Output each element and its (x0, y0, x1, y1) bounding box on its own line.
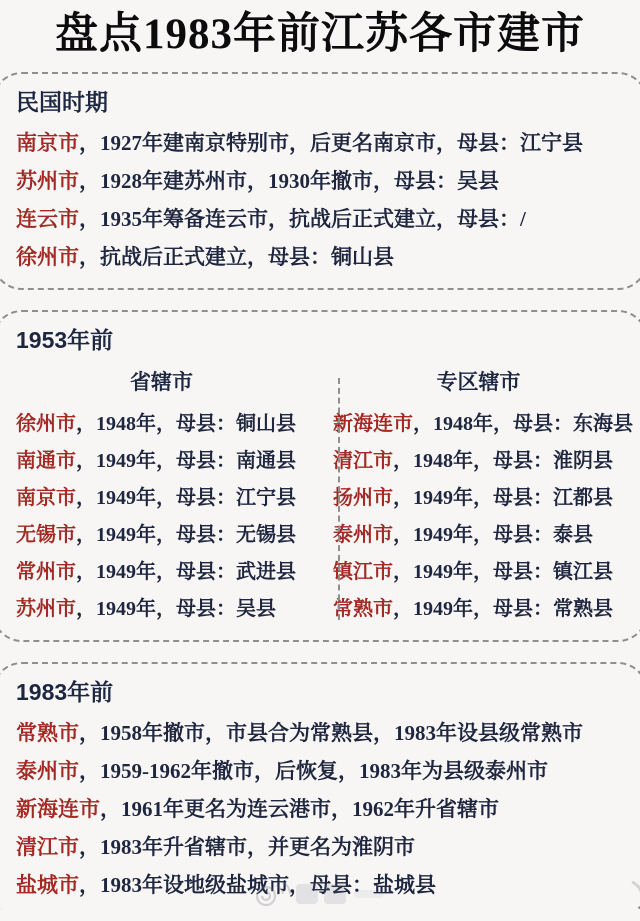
city-name: 常熟市 (16, 721, 79, 745)
city-detail: ，抗战后正式建立，母县：铜山县 (79, 245, 394, 269)
city-detail: ，1949年，母县：江都县 (393, 487, 613, 509)
city-row (16, 752, 624, 790)
city-row (16, 406, 307, 443)
column-title: 省辖市 (130, 371, 193, 394)
section-header-minguo: 民国时期 (16, 89, 108, 115)
city-row (16, 554, 307, 591)
city-name: 南京市 (16, 131, 79, 155)
section-header-1983: 1983年前 (16, 679, 114, 705)
city-detail: ，1983年升省辖市，并更名为淮阴市 (79, 835, 415, 859)
city-detail: ，1948年，母县：铜山县 (76, 413, 296, 435)
city-detail: ，1928年建苏州市，1930年撤市，母县：吴县 (79, 169, 499, 193)
city-name: 苏州市 (16, 598, 76, 620)
city-name: 徐州市 (16, 413, 76, 435)
city-name: 南京市 (16, 487, 76, 509)
city-row (333, 591, 624, 628)
city-row (333, 517, 624, 554)
city-name: 苏州市 (16, 169, 79, 193)
city-row (16, 200, 624, 238)
city-detail: ，1927年建南京特别市，后更名南京市，母县：江宁县 (79, 131, 583, 155)
city-name: 泰州市 (16, 759, 79, 783)
page-title: 盘点1983年前江苏各市建市 (55, 11, 585, 58)
city-detail: ，1983年设地级盐城市，母县：盐城县 (79, 873, 436, 897)
column-divider (338, 378, 340, 620)
city-detail: ，1959-1962年撤市，后恢复，1983年为县级泰州市 (79, 759, 548, 783)
city-detail: ，1961年更名为连云港市，1962年升省辖市 (100, 797, 499, 821)
city-row (16, 238, 624, 276)
city-name: 泰州市 (333, 524, 393, 546)
city-detail: ，1949年，母县：镇江县 (393, 561, 613, 583)
city-name: 盐城市 (16, 873, 79, 897)
city-detail: ，1958年撤市，市县合为常熟县，1983年设县级常熟市 (79, 721, 583, 745)
city-row (16, 162, 624, 200)
city-name: 扬州市 (333, 487, 393, 509)
city-row (333, 554, 624, 591)
city-row (333, 443, 624, 480)
city-detail: ，1949年，母县：吴县 (76, 598, 276, 620)
city-name: 徐州市 (16, 245, 79, 269)
city-name: 无锡市 (16, 524, 76, 546)
city-name: 清江市 (16, 835, 79, 859)
city-row (333, 406, 633, 443)
column-province-cities (16, 362, 307, 628)
city-row (16, 790, 624, 828)
city-detail: ，1949年，母县：泰县 (393, 524, 593, 546)
city-detail: ，1949年，母县：无锡县 (76, 524, 296, 546)
section-before-1983 (0, 662, 640, 918)
city-row (16, 124, 624, 162)
city-detail: ，1949年，母县：常熟县 (393, 598, 613, 620)
section-before-1953 (0, 310, 640, 642)
city-name: 镇江市 (333, 561, 393, 583)
city-row (16, 828, 624, 866)
city-detail: ，1935年筹备连云市，抗战后正式建立，母县：/ (79, 207, 526, 231)
column-prefecture-cities (307, 362, 633, 628)
city-name: 新海连市 (16, 797, 100, 821)
city-name: 连云市 (16, 207, 79, 231)
city-row (16, 517, 307, 554)
city-detail: ，1949年，母县：江宁县 (76, 487, 296, 509)
city-name: 常州市 (16, 561, 76, 583)
city-detail: ，1948年，母县：淮阴县 (393, 450, 613, 472)
city-row (16, 714, 624, 752)
two-column-area (16, 362, 633, 628)
column-title: 专区辖市 (436, 371, 521, 394)
city-detail: ，1949年，母县：武进县 (76, 561, 296, 583)
city-detail: ，1948年，母县：东海县 (413, 413, 633, 435)
city-row (333, 480, 624, 517)
city-name: 新海连市 (333, 413, 413, 435)
section-header-1953: 1953年前 (16, 327, 114, 353)
city-row (16, 443, 307, 480)
watermark-edge-icon (626, 876, 640, 916)
city-name: 常熟市 (333, 598, 393, 620)
city-detail: ，1949年，母县：南通县 (76, 450, 296, 472)
section-minguo-period (0, 72, 640, 290)
city-name: 南通市 (16, 450, 76, 472)
city-name: 清江市 (333, 450, 393, 472)
city-row (16, 480, 307, 517)
city-row (16, 591, 307, 628)
